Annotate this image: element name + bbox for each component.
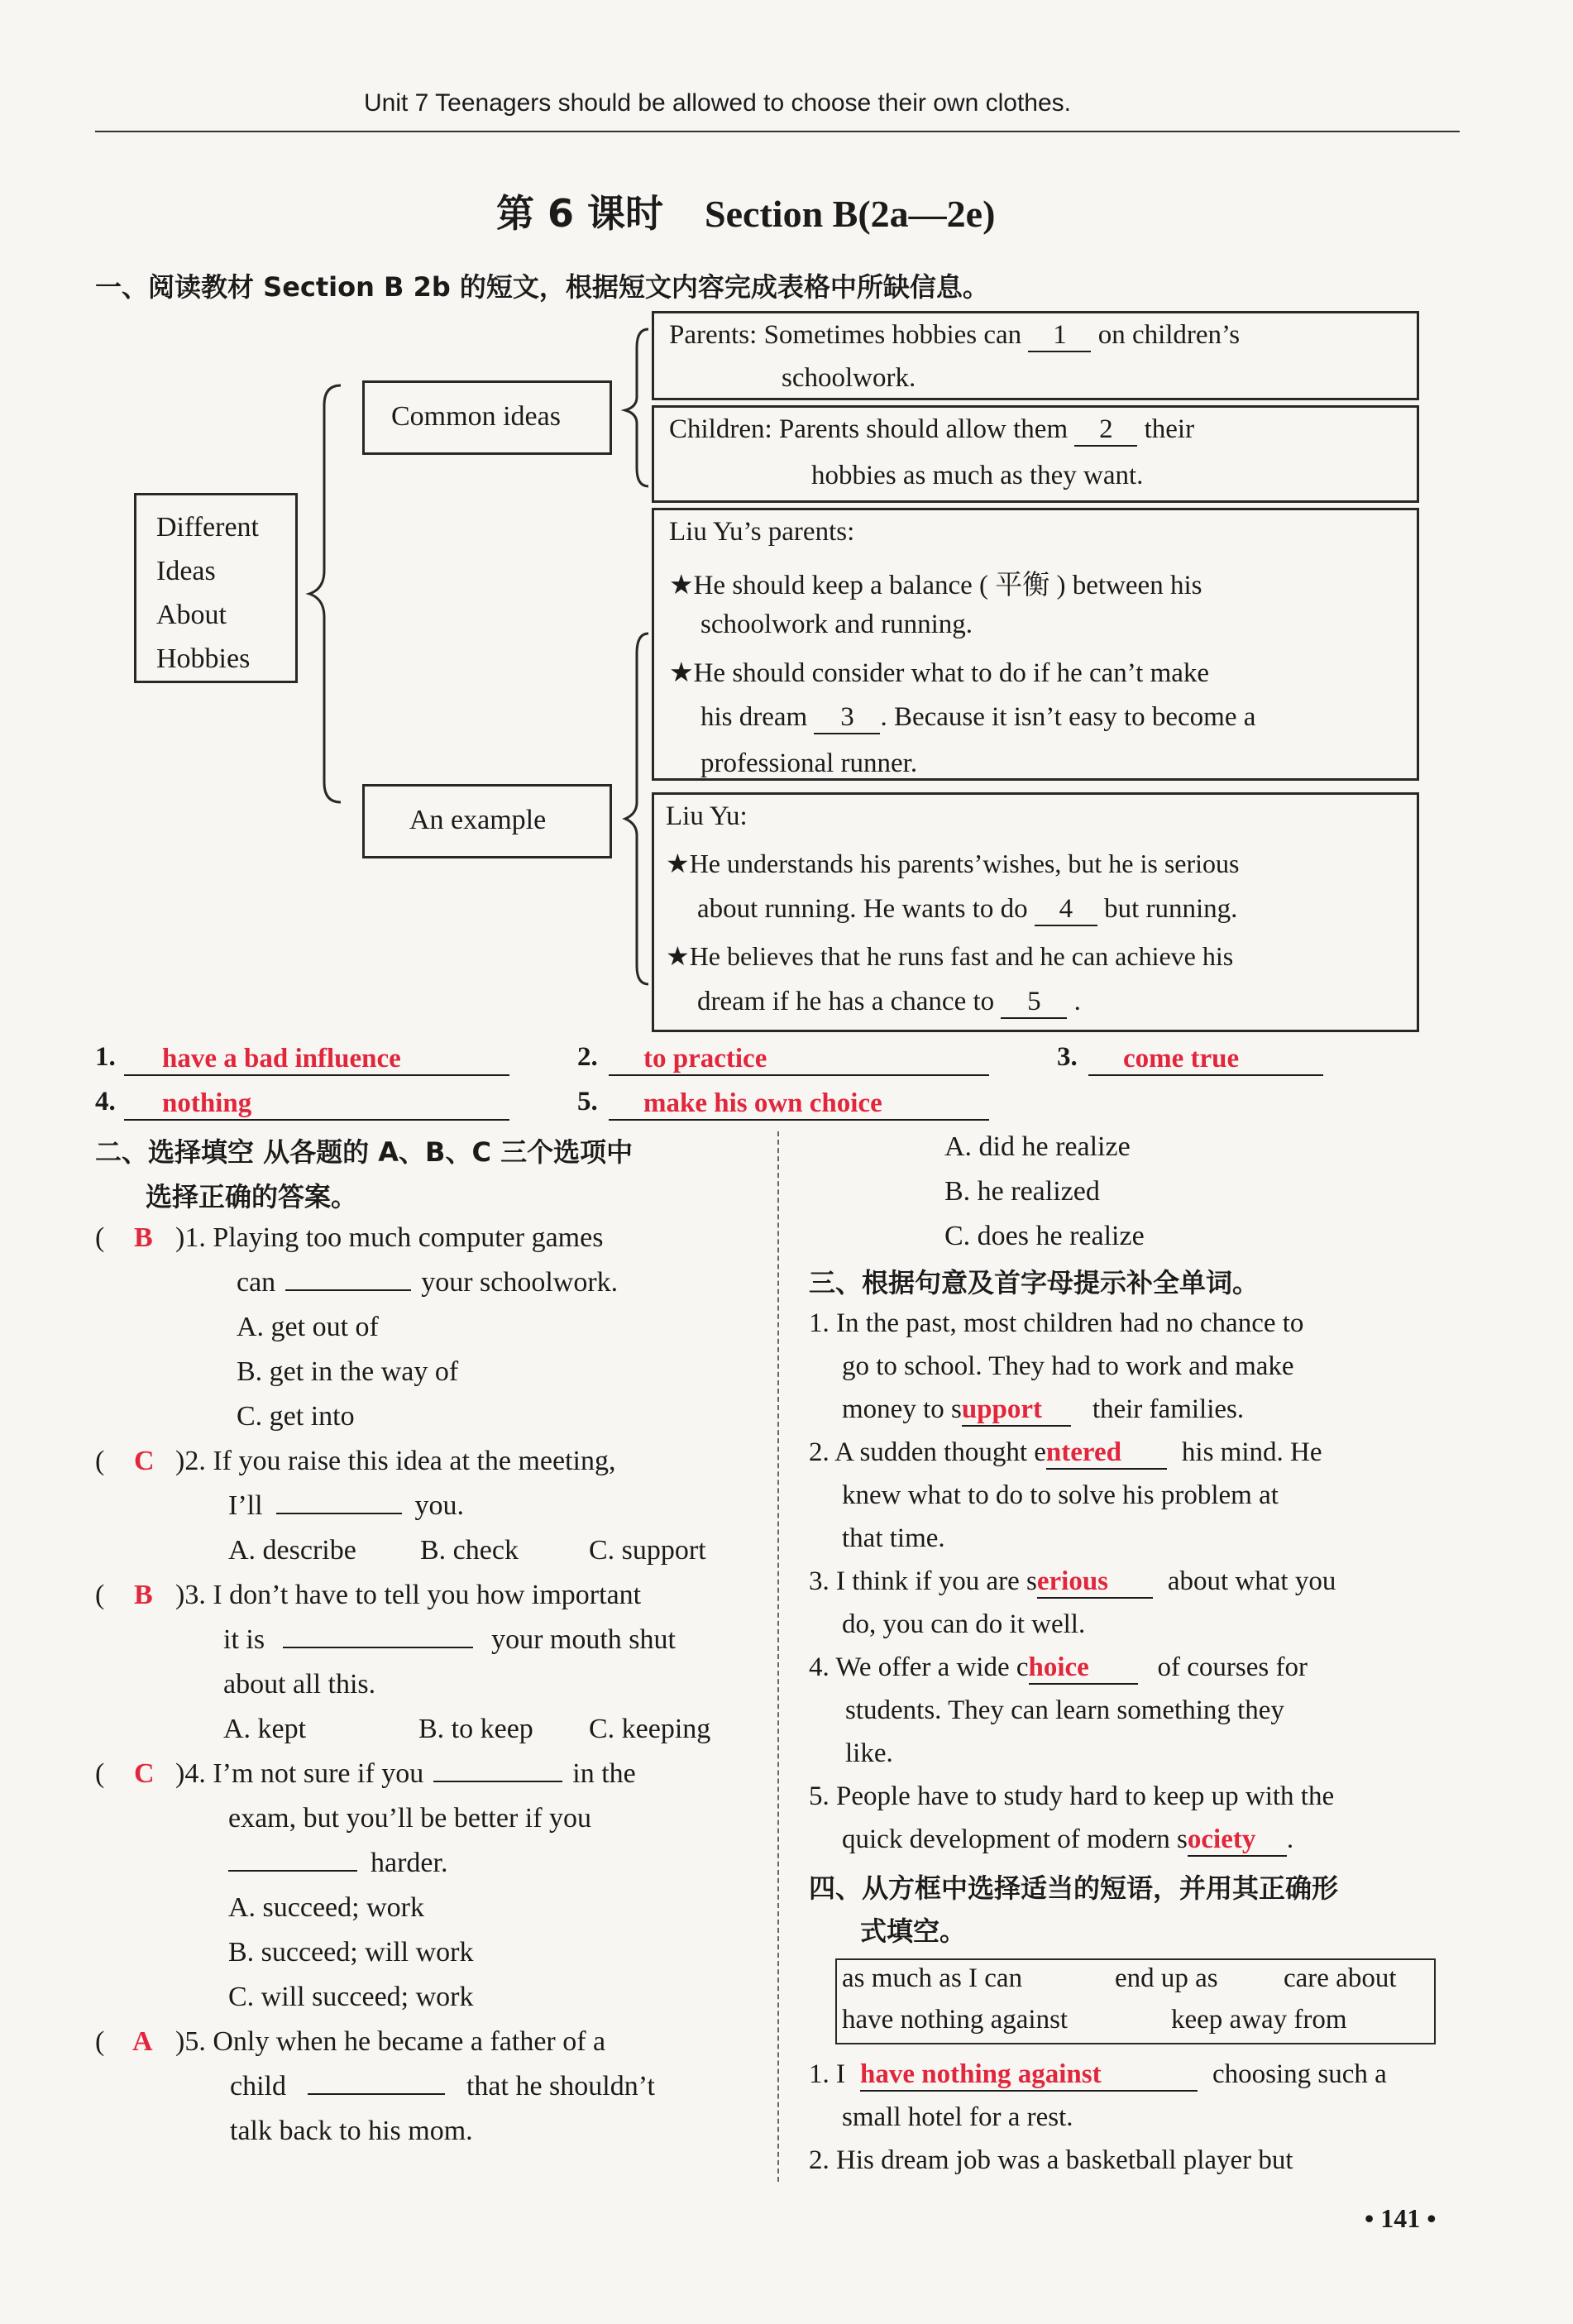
answer-4: nothing (124, 1088, 509, 1121)
p3-fill-3: erious (1037, 1566, 1153, 1599)
paren: ( (95, 1580, 105, 1610)
q2-option: A. describe (228, 1535, 356, 1566)
blank-2: 2 (1074, 414, 1137, 447)
common-ideas-box (362, 380, 612, 455)
q5-stem: )5. Only when he became a father of a (175, 2026, 606, 2057)
q4-stem: exam, but you’ll be better if you (228, 1803, 592, 1834)
q4-stem: harder. (228, 1848, 447, 1879)
part2-heading: 二、选择填空 从各题的 A、B、C 三个选项中 (95, 1136, 634, 1168)
liu-parents-box (652, 508, 1419, 781)
answer-2: to practice (609, 1044, 989, 1076)
an-example-box (362, 784, 612, 858)
q2-option: B. check (420, 1535, 519, 1566)
p4-line: 1. I have nothing against choosing such a (809, 2059, 1387, 2092)
page-number: • 141 • (1365, 2203, 1437, 2233)
p4-line: 2. His dream job was a basketball player but (809, 2145, 1293, 2175)
q1-answer: B (134, 1222, 153, 1253)
p3-line: 2. A sudden thought entered his mind. He (809, 1437, 1322, 1470)
liu-yu-line: ★He understands his parents’wishes, but he is serious (666, 849, 1240, 878)
q2-stem: )2. If you raise this idea at the meeting, (175, 1446, 616, 1476)
phrase: have nothing against (842, 2005, 1069, 2035)
root-line: Different (156, 512, 259, 543)
answer-1: have a bad influence (124, 1044, 509, 1076)
liu-yu-line: about running. He wants to do 4 but running. (697, 894, 1237, 926)
q1-option: C. get into (237, 1401, 355, 1432)
liu-parents-line: schoolwork and running. (700, 610, 973, 639)
answer-number: 3. (1057, 1042, 1078, 1072)
p3-line: money to support their families. (842, 1394, 1244, 1427)
parents-line-1: Parents: Sometimes hobbies can 1 on children’s (669, 320, 1240, 352)
part1-heading: 一、阅读教材 Section B 2b 的短文，根据短文内容完成表格中所缺信息。 (95, 271, 989, 303)
answer-3: come true (1088, 1044, 1323, 1076)
q1-option: B. get in the way of (237, 1356, 459, 1387)
p3-line: 1. In the past, most children had no chance to (809, 1308, 1304, 1338)
p3-line: 3. I think if you are serious about what you (809, 1566, 1336, 1599)
common-ideas-label: Common ideas (391, 401, 561, 432)
page-title: 第 6 课时 Section B(2a—2e) (496, 191, 996, 236)
children-line-1: Children: Parents should allow them 2 their (669, 414, 1194, 447)
q5-stem: child that he shouldn’t (230, 2071, 655, 2102)
q4-answer: C (134, 1758, 155, 1789)
q3-answer: B (134, 1580, 153, 1610)
phrase: keep away from (1171, 2005, 1347, 2035)
q5-option: B. he realized (944, 1176, 1100, 1207)
answer-number: 5. (577, 1087, 598, 1117)
q5-stem: talk back to his mom. (230, 2116, 473, 2146)
blank-3: 3 (814, 702, 880, 734)
p3-fill-4: hoice (1029, 1652, 1138, 1685)
p3-line: that time. (842, 1523, 945, 1553)
liu-yu-box (652, 792, 1419, 1032)
answer-number: 1. (95, 1042, 116, 1072)
q3-option: C. keeping (589, 1714, 711, 1744)
phrase: care about (1284, 1963, 1397, 1993)
p3-fill-2: ntered (1046, 1437, 1167, 1470)
p3-line: knew what to do to solve his problem at (842, 1480, 1279, 1510)
liu-parents-line: his dream 3 . Because it isn’t easy to become a (700, 702, 1255, 734)
answer-number: 4. (95, 1087, 116, 1117)
liu-yu-title: Liu Yu: (666, 801, 748, 831)
part3-heading: 三、根据句意及首字母提示补全单词。 (809, 1267, 1260, 1298)
q3-stem: about all this. (223, 1669, 376, 1700)
p3-fill-1: upport (962, 1394, 1071, 1427)
running-header: Unit 7 Teenagers should be allowed to choose their own clothes. (364, 89, 1071, 117)
root-box (134, 493, 298, 683)
p3-line: like. (845, 1738, 893, 1768)
q4-option: C. will succeed; work (228, 1982, 474, 2012)
p3-line: go to school. They had to work and make (842, 1351, 1294, 1381)
answer-number: 2. (577, 1042, 598, 1072)
parents-box (652, 311, 1419, 400)
blank-4: 4 (1035, 894, 1097, 926)
part2-heading: 选择正确的答案。 (146, 1181, 358, 1212)
p4-answer-1: have nothing against (860, 2059, 1198, 2092)
q2-option: C. support (589, 1535, 706, 1566)
children-line-2: hobbies as much as they want. (811, 461, 1144, 490)
p3-line: 5. People have to study hard to keep up with the (809, 1781, 1335, 1811)
root-line: Ideas (156, 556, 216, 586)
p3-line: 4. We offer a wide choice of courses for (809, 1652, 1308, 1685)
phrase: as much as I can (842, 1963, 1023, 1993)
q5-option: A. did he realize (944, 1131, 1131, 1162)
p3-line: do, you can do it well. (842, 1609, 1086, 1639)
blank-5: 5 (1001, 987, 1067, 1019)
q4-stem: )4. I’m not sure if you in the (175, 1758, 636, 1789)
root-line: Hobbies (156, 643, 251, 674)
q2-answer: C (134, 1446, 155, 1476)
answer-5: make his own choice (609, 1088, 989, 1121)
phrase-box (835, 1958, 1436, 2044)
root-line: About (156, 600, 227, 630)
q1-option: A. get out of (237, 1312, 379, 1342)
liu-parents-line: professional runner. (700, 748, 918, 778)
liu-yu-line: dream if he has a chance to 5 . (697, 987, 1081, 1019)
paren: ( (95, 1222, 105, 1253)
q3-option: B. to keep (418, 1714, 533, 1744)
liu-parents-line: ★He should keep a balance ( 平衡 ) between his (669, 571, 1202, 600)
parents-line-2: schoolwork. (782, 363, 916, 393)
p3-fill-5: ociety (1188, 1824, 1287, 1857)
paren: ( (95, 1758, 105, 1789)
column-divider (777, 1131, 779, 2182)
children-box (652, 405, 1419, 503)
q1-stem: can your schoolwork. (237, 1267, 619, 1298)
q4-option: A. succeed; work (228, 1892, 424, 1923)
p3-line: quick development of modern society . (842, 1824, 1293, 1857)
q3-stem: )3. I don’t have to tell you how important (175, 1580, 642, 1610)
blank-1: 1 (1028, 320, 1091, 352)
q3-option: A. kept (223, 1714, 307, 1744)
q3-stem: it is your mouth shut (223, 1624, 676, 1655)
q1-stem: )1. Playing too much computer games (175, 1222, 604, 1253)
an-example-label: An example (409, 805, 547, 835)
q5-option: C. does he realize (944, 1221, 1145, 1251)
phrase: end up as (1115, 1963, 1218, 1993)
q2-stem: I’ll you. (228, 1490, 465, 1521)
p3-line: students. They can learn something they (845, 1695, 1284, 1725)
liu-parents-line: ★He should consider what to do if he can’t make (669, 658, 1210, 688)
p4-line: small hotel for a rest. (842, 2102, 1073, 2132)
part4-heading: 四、从方框中选择适当的短语，并用其正确形 (809, 1872, 1339, 1904)
part4-heading: 式填空。 (860, 1915, 967, 1947)
liu-yu-line: ★He believes that he runs fast and he can achieve his (666, 941, 1234, 971)
paren: ( (95, 2026, 105, 2057)
liu-parents-title: Liu Yu’s parents: (669, 517, 855, 547)
q4-option: B. succeed; will work (228, 1937, 474, 1968)
q5-answer: A (132, 2026, 153, 2057)
paren: ( (95, 1446, 105, 1476)
